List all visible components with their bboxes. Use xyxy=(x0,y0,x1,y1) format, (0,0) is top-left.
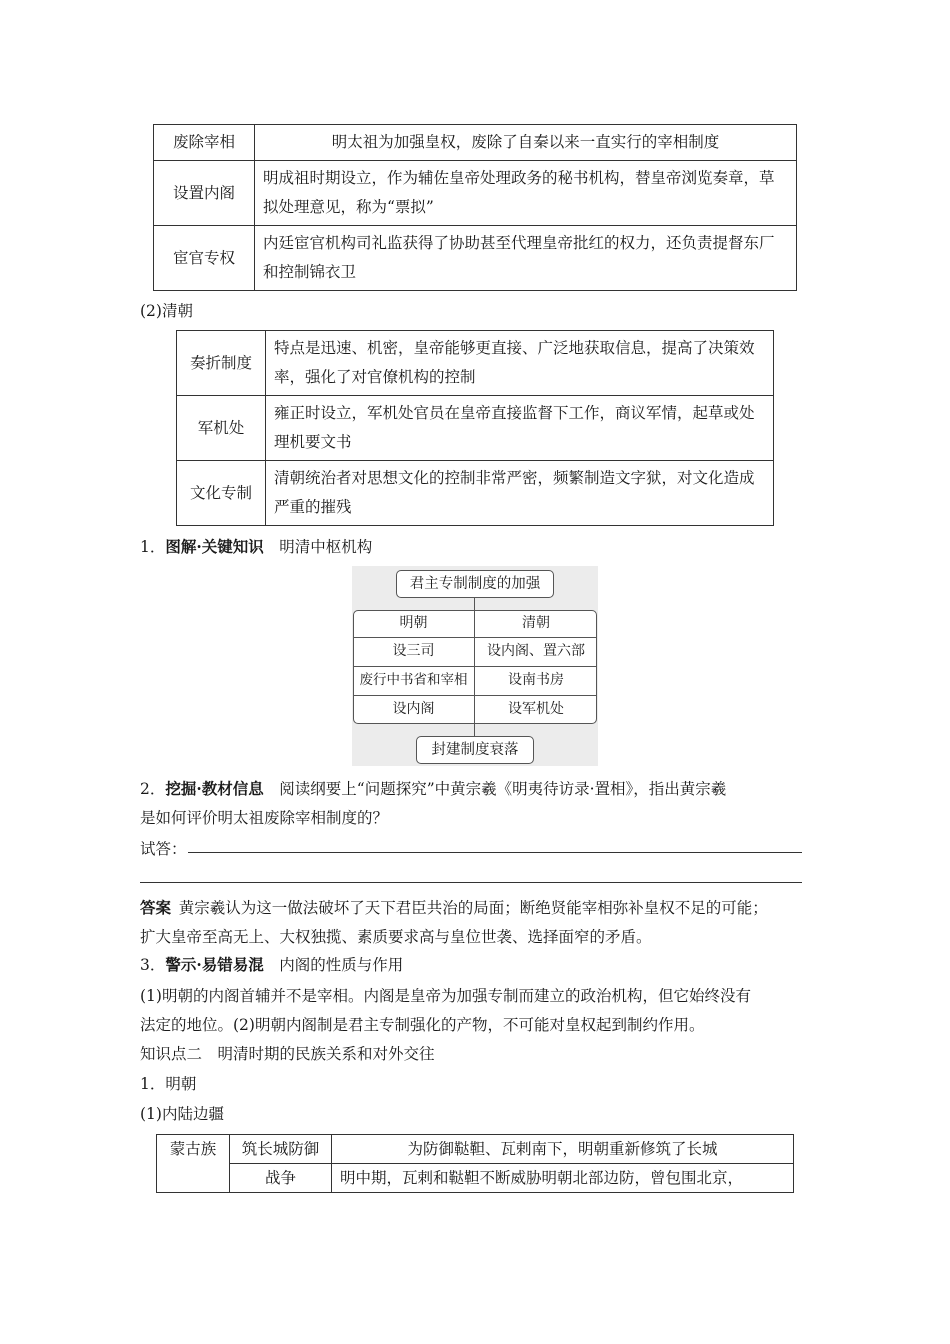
diagram-left-cell: 明朝 xyxy=(399,615,428,631)
item-title: 图解·关键知识 xyxy=(165,537,264,556)
table-label: 军机处 xyxy=(177,396,266,461)
ming-heading: 1．明朝 xyxy=(140,1075,197,1093)
table-row xyxy=(157,1164,794,1193)
diagram-right-cell: 设内阁、置六部 xyxy=(487,643,585,659)
table-label: 废除宰相 xyxy=(154,125,255,161)
ming-table xyxy=(153,124,797,291)
table-cell: 内廷宦官机构司礼监获得了协助甚至代理皇帝批红的权力，还负责提督东厂和控制锦衣卫 xyxy=(255,226,797,291)
table-row xyxy=(157,1135,794,1164)
answer-blank-line[interactable] xyxy=(188,852,802,853)
table-row xyxy=(177,331,774,396)
item-text: 内阁的性质与作用 xyxy=(279,956,404,974)
table-label: 宦官专权 xyxy=(154,226,255,291)
table-group-label: 蒙古族 xyxy=(157,1135,230,1193)
table-cell: 特点是迅速、机密，皇帝能够更直接、广泛地获取信息，提高了决策效率，强化了对官僚机构的控制 xyxy=(266,331,774,396)
table-cell: 清朝统治者对思想文化的控制非常严密，频繁制造文字狱，对文化造成严重的摧残 xyxy=(266,461,774,526)
item2-line2: 是如何评价明太祖废除宰相制度的？ xyxy=(140,809,389,827)
table-row xyxy=(154,125,797,161)
answer-line2: 扩大皇帝至高无上、大权独揽、素质要求高与皇位世袭、选择面窄的矛盾。 xyxy=(140,928,652,946)
diagram-left-cell: 废行中书省和宰相 xyxy=(359,672,468,688)
table-cell: 雍正时设立，军机处官员在皇帝直接监督下工作，商议军情，起草或处理机要文书 xyxy=(266,396,774,461)
item3 xyxy=(140,954,403,976)
diagram-bottom-box: 封建制度衰落 xyxy=(416,736,534,764)
item3-p2: 法定的地位。(2)明朝内阁制是君主专制强化的产物，不可能对皇权起到制约作用。 xyxy=(140,1016,705,1034)
answer-prompt: 试答： xyxy=(140,840,187,858)
item2-line1 xyxy=(140,778,726,800)
qing-table xyxy=(176,330,774,526)
answer-blank-line[interactable] xyxy=(140,882,802,883)
table-label: 设置内阁 xyxy=(154,161,255,226)
central-institutions-diagram xyxy=(352,566,598,766)
item-number: 2． xyxy=(140,780,166,798)
item3-p1: (1)明朝的内阁首辅并不是宰相。内阁是皇帝为加强专制而建立的政治机构，但它始终没有 xyxy=(140,987,751,1005)
table-row xyxy=(154,226,797,291)
table-label: 文化专制 xyxy=(177,461,266,526)
diagram-top-box: 君主专制制度的加强 xyxy=(396,570,554,598)
item-title: 警示·易错易混 xyxy=(165,955,264,974)
section-heading: 知识点二 明清时期的民族关系和对外交往 xyxy=(140,1045,435,1063)
answer-text: 黄宗羲认为这一做法破坏了天下君臣共治的局面；断绝贤能宰相弥补皇权不足的可能； xyxy=(178,899,768,917)
item-title: 挖掘·教材信息 xyxy=(165,779,264,798)
border-table xyxy=(156,1134,794,1193)
qing-heading: (2)清朝 xyxy=(140,302,193,320)
diagram-right-cell: 设军机处 xyxy=(508,701,564,717)
table-label: 奏折制度 xyxy=(177,331,266,396)
item-text: 阅读纲要上“问题探究”中黄宗羲《明夷待访录·置相》，指出黄宗羲 xyxy=(279,780,727,798)
item-number: 3． xyxy=(140,956,166,974)
table-cell: 明太祖为加强皇权，废除了自秦以来一直实行的宰相制度 xyxy=(255,125,797,161)
table-row xyxy=(177,396,774,461)
diagram-right-cell: 设南书房 xyxy=(508,672,564,688)
table-cell: 明中期，瓦剌和鞑靼不断威胁明朝北部边防，曾包围北京， xyxy=(332,1164,794,1193)
diagram-right-cell: 清朝 xyxy=(522,615,550,631)
table-label: 筑长城防御 xyxy=(230,1135,332,1164)
diagram-arrow xyxy=(474,724,475,736)
answer-line1 xyxy=(140,897,768,919)
diagram-left-cell: 设内阁 xyxy=(392,701,435,717)
table-label: 战争 xyxy=(230,1164,332,1193)
table-row xyxy=(177,461,774,526)
item-number: 1． xyxy=(140,538,166,556)
item1 xyxy=(140,536,372,558)
table-row xyxy=(154,161,797,226)
table-cell: 为防御鞑靼、瓦剌南下，明朝重新修筑了长城 xyxy=(332,1135,794,1164)
diagram-left-cell: 设三司 xyxy=(392,643,435,659)
table-cell: 明成祖时期设立，作为辅佐皇帝处理政务的秘书机构，替皇帝浏览奏章，草拟处理意见，称为“票拟” xyxy=(255,161,797,226)
answer-label: 答案 xyxy=(140,898,172,917)
item-text: 明清中枢机构 xyxy=(279,538,373,556)
inland-heading: (1)内陆边疆 xyxy=(140,1105,224,1123)
